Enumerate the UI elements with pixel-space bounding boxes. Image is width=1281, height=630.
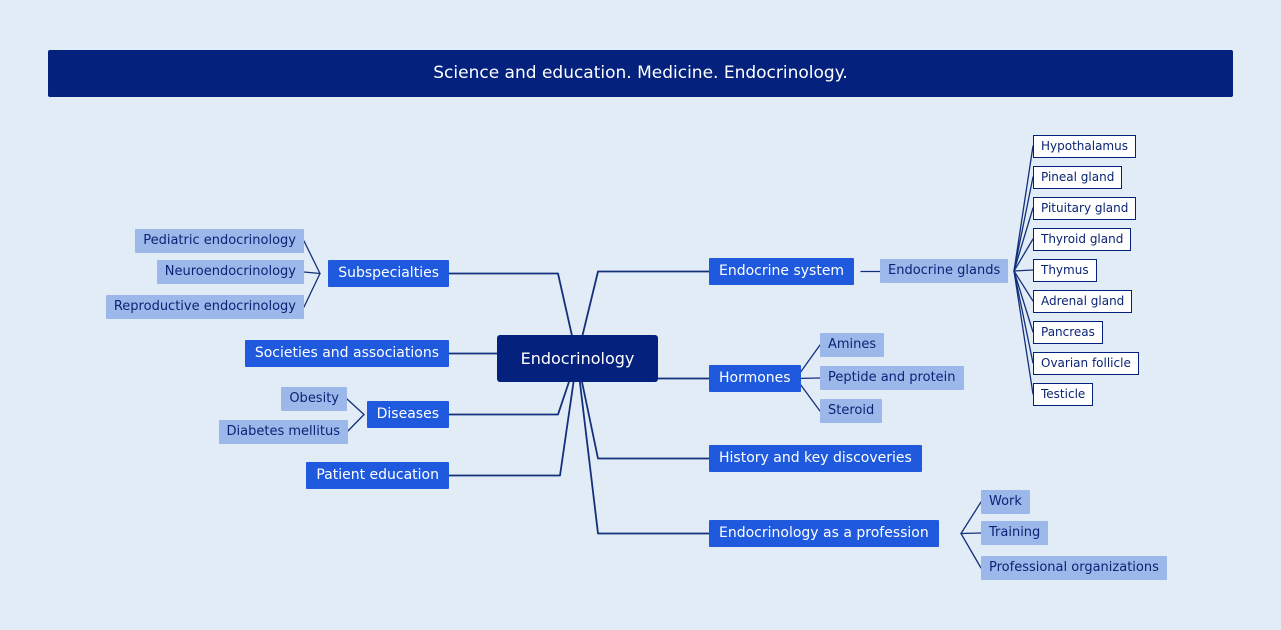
leaf-node-steroid[interactable]: Steroid bbox=[820, 399, 882, 423]
connector-subspecialties-pediatric bbox=[304, 241, 320, 274]
leaf-node-endocrine-glands[interactable]: Endocrine glands bbox=[880, 259, 1008, 283]
branch-node-history-and-key-discoveries[interactable]: History and key discoveries bbox=[709, 445, 922, 472]
connector-subspecialties-neuro bbox=[304, 272, 320, 274]
root-node-endocrinology[interactable]: Endocrinology bbox=[497, 335, 658, 382]
gland-node-hypothalamus[interactable]: Hypothalamus bbox=[1033, 135, 1136, 158]
connector-glands-hypothalamus bbox=[1014, 146, 1033, 271]
branch-node-hormones[interactable]: Hormones bbox=[709, 365, 801, 392]
leaf-node-obesity[interactable]: Obesity bbox=[281, 387, 347, 411]
leaf-node-professional-organizations[interactable]: Professional organizations bbox=[981, 556, 1167, 580]
branch-node-diseases[interactable]: Diseases bbox=[367, 401, 449, 428]
gland-node-testicle[interactable]: Testicle bbox=[1033, 383, 1093, 406]
title-banner: Science and education. Medicine. Endocrinology. bbox=[48, 50, 1233, 97]
connector-glands-pancreas bbox=[1014, 271, 1033, 332]
connector-profession-training bbox=[961, 533, 981, 534]
connector-profession-organizations bbox=[961, 534, 981, 569]
connector-glands-testicle bbox=[1014, 271, 1033, 394]
connector-root-profession bbox=[577, 358, 709, 534]
connector-diseases-obesity bbox=[347, 399, 364, 415]
gland-node-adrenal-gland[interactable]: Adrenal gland bbox=[1033, 290, 1132, 313]
branch-node-endocrinology-as-a-profession[interactable]: Endocrinology as a profession bbox=[709, 520, 939, 547]
connector-glands-thymus bbox=[1014, 270, 1033, 271]
leaf-node-work[interactable]: Work bbox=[981, 490, 1030, 514]
branch-node-societies-and-associations[interactable]: Societies and associations bbox=[245, 340, 449, 367]
connector-profession-work bbox=[961, 502, 981, 534]
branch-node-endocrine-system[interactable]: Endocrine system bbox=[709, 258, 854, 285]
leaf-node-diabetes-mellitus[interactable]: Diabetes mellitus bbox=[219, 420, 348, 444]
branch-node-subspecialties[interactable]: Subspecialties bbox=[328, 260, 449, 287]
gland-node-pancreas[interactable]: Pancreas bbox=[1033, 321, 1103, 344]
leaf-node-reproductive-endocrinology[interactable]: Reproductive endocrinology bbox=[106, 295, 304, 319]
gland-node-pineal-gland[interactable]: Pineal gland bbox=[1033, 166, 1122, 189]
gland-node-thymus[interactable]: Thymus bbox=[1033, 259, 1097, 282]
leaf-node-amines[interactable]: Amines bbox=[820, 333, 884, 357]
connector-glands-pineal bbox=[1014, 177, 1033, 271]
leaf-node-peptide-and-protein[interactable]: Peptide and protein bbox=[820, 366, 964, 390]
connector-glands-pituitary bbox=[1014, 208, 1033, 271]
leaf-node-training[interactable]: Training bbox=[981, 521, 1048, 545]
gland-node-ovarian-follicle[interactable]: Ovarian follicle bbox=[1033, 352, 1139, 375]
leaf-node-neuroendocrinology[interactable]: Neuroendocrinology bbox=[157, 260, 304, 284]
connector-diseases-diabetes bbox=[347, 415, 364, 433]
gland-node-pituitary-gland[interactable]: Pituitary gland bbox=[1033, 197, 1136, 220]
leaf-node-pediatric-endocrinology[interactable]: Pediatric endocrinology bbox=[135, 229, 304, 253]
branch-node-patient-education[interactable]: Patient education bbox=[306, 462, 449, 489]
connector-subspecialties-reproductive bbox=[304, 274, 320, 308]
gland-node-thyroid-gland[interactable]: Thyroid gland bbox=[1033, 228, 1131, 251]
